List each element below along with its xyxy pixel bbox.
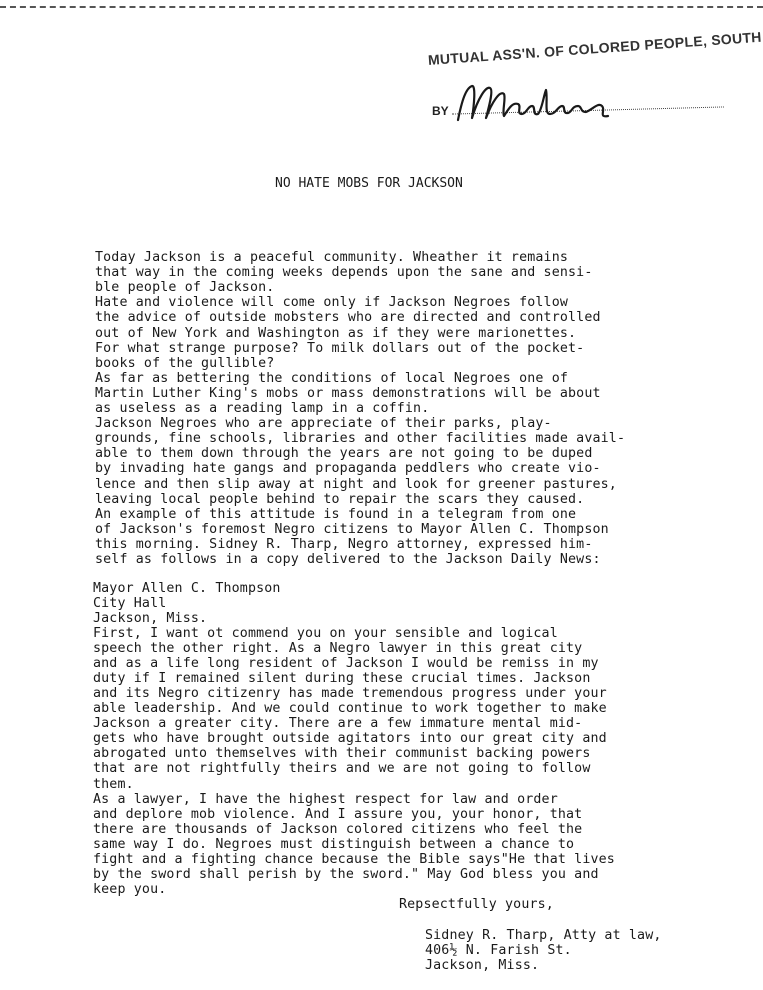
- letter-line: fight and a fighting chance because the Bible says"He that lives: [93, 851, 615, 867]
- body-line: Jackson Negroes who are appreciate of their parks, play-: [95, 416, 552, 432]
- body-line: the advice of outside mobsters who are directed and controlled: [95, 310, 601, 326]
- letter-line: able leadership. And we could continue to work together to make: [93, 701, 607, 717]
- closing-line: Repsectfully yours,: [399, 897, 554, 912]
- body-line: As far as bettering the conditions of local Negroes one of: [95, 370, 569, 386]
- stamp-by-label: BY: [432, 104, 449, 118]
- body-line: ble people of Jackson.: [95, 280, 275, 296]
- body-line: that way in the coming weeks depends upon the sane and sensi-: [95, 265, 593, 281]
- body-line: Today Jackson is a peaceful community. Wheather it remains: [95, 250, 569, 265]
- body-line: An example of this attitude is found in a telegram from one: [95, 506, 577, 522]
- signature-block-line: Jackson, Miss.: [425, 958, 540, 974]
- letter-line: As a lawyer, I have the highest respect for law and order: [93, 791, 558, 807]
- letter-line: and its Negro citizenry has made tremendous progress under your: [93, 686, 607, 702]
- body-line: grounds, fine schools, libraries and other facilities made avail-: [95, 431, 626, 447]
- body-line: self as follows in a copy delivered to the Jackson Daily News:: [95, 552, 601, 567]
- letter-line: speech the other right. As a Negro lawyer in this great city: [93, 641, 583, 657]
- letter-line: and deplore mob violence. And I assure you, your honor, that: [93, 806, 583, 822]
- letter-line: Jackson a greater city. There are a few immature mental mid-: [93, 716, 583, 732]
- signature-block-line: Sidney R. Tharp, Atty at law,: [425, 928, 662, 943]
- letter-line: there are thousands of Jackson colored citizens who feel the: [93, 821, 583, 837]
- document-title: NO HATE MOBS FOR JACKSON: [275, 176, 463, 191]
- body-line: books of the gullible?: [95, 355, 275, 371]
- letter-line: them.: [93, 776, 134, 792]
- body-line: by invading hate gangs and propaganda peddlers who create vio-: [95, 461, 601, 477]
- letter-line: same way I do. Negroes must distinguish between a chance to: [93, 836, 575, 852]
- organization-stamp: MUTUAL ASS'N. OF COLORED PEOPLE, SOUTH: [427, 28, 763, 68]
- letter-line: by the sword shall perish by the sword." May God bless you and: [93, 866, 599, 882]
- handwritten-signature: [452, 80, 622, 126]
- letter-line: duty if I remained silent during these crucial times. Jackson: [93, 671, 591, 687]
- body-line: of Jackson's foremost Negro citizens to Mayor Allen C. Thompson: [95, 521, 609, 537]
- signature-block-line: 406½ N. Farish St.: [425, 943, 572, 959]
- address-line: Mayor Allen C. Thompson: [93, 581, 281, 596]
- page-top-edge: [0, 6, 763, 8]
- body-line: leaving local people behind to repair the scars they caused.: [95, 491, 585, 507]
- letter-line: gets who have brought outside agitators into our great city and: [93, 731, 607, 747]
- letter-line: and as a life long resident of Jackson I would be remiss in my: [93, 656, 599, 672]
- body-line: as useless as a reading lamp in a coffin.: [95, 401, 430, 416]
- body-line: For what strange purpose? To milk dollars out of the pocket-: [95, 340, 585, 356]
- letter-line: keep you.: [93, 881, 167, 897]
- address-line: City Hall: [93, 596, 167, 611]
- letter-line: First, I want ot commend you on your sensible and logical: [93, 626, 558, 641]
- letter-line: that are not rightfully theirs and we are not going to follow: [93, 761, 591, 777]
- body-line: this morning. Sidney R. Tharp, Negro attorney, expressed him-: [95, 536, 593, 552]
- body-line: out of New York and Washington as if they were marionettes.: [95, 325, 577, 341]
- body-line: Martin Luther King's mobs or mass demonstrations will be about: [95, 385, 601, 401]
- body-line: able to them down through the years are not going to be duped: [95, 446, 593, 462]
- body-line: Hate and violence will come only if Jackson Negroes follow: [95, 295, 569, 311]
- body-line: lence and then slip away at night and look for greener pastures,: [95, 476, 617, 492]
- letter-line: abrogated unto themselves with their communist backing powers: [93, 746, 591, 762]
- address-line: Jackson, Miss.: [93, 611, 208, 626]
